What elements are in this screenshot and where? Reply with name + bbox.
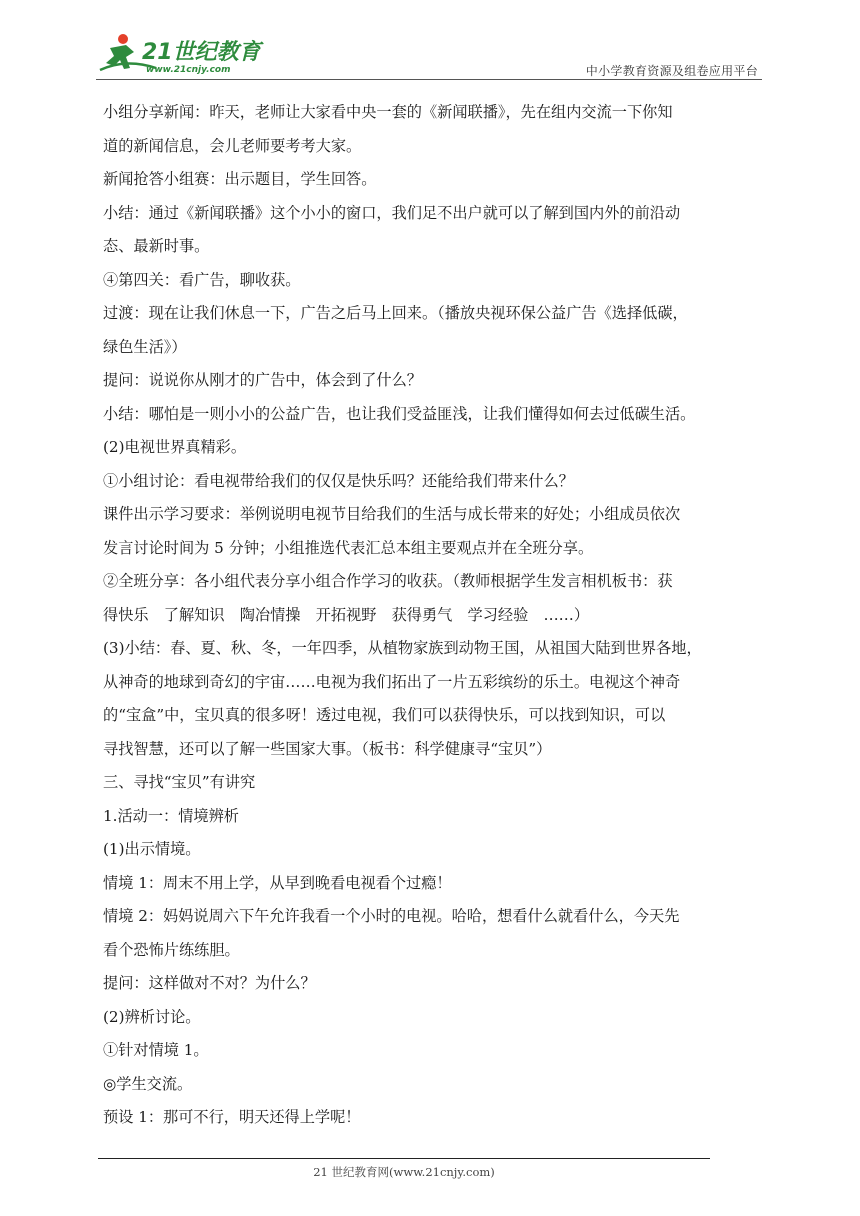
text-line: 预设 1：那可不行，明天还得上学呢！ [103,1108,361,1126]
text-line: 情境 1：周末不用上学，从早到晚看电视看个过瘾！ [103,873,452,892]
text-line: 课件出示学习要求：举例说明电视节目给我们的生活与成长带来的好处；小组成员依次 [103,505,681,523]
section-heading: 三、寻找“宝贝”有讲究 [103,773,256,791]
text-line: (1)出示情境。 [103,840,201,858]
text-line: 1.活动一：情境辨析 [103,806,239,825]
text-line: 绿色生活》） [103,337,187,356]
text-line: 的“宝盒”中，宝贝真的很多呀！透过电视，我们可以获得快乐，可以找到知识，可以 [103,706,666,724]
text-line: 发言讨论时间为 5 分钟；小组推选代表汇总本组主要观点并在全班分享。 [103,538,594,557]
text-line: 从神奇的地球到奇幻的宇宙……电视为我们拓出了一片五彩缤纷的乐土。电视这个神奇 [103,672,681,691]
header-divider [96,79,762,80]
page-footer: 21 世纪教育网(www.21cnjy.com) [313,1165,495,1179]
text-line: ①针对情境 1。 [103,1041,209,1059]
text-line: 过渡：现在让我们休息一下，广告之后马上回来。（播放央视环保公益广告《选择低碳， [103,304,688,322]
text-line: (3)小结：春、夏、秋、冬，一年四季，从植物家族到动物王国，从祖国大陆到世界各地， [103,639,702,657]
text-line: 小结：哪怕是一则小小的公益广告，也让我们受益匪浅，让我们懂得如何去过低碳生活。 [103,404,696,423]
text-line: 提问：说说你从刚才的广告中，体会到了什么？ [103,371,422,389]
text-line: ④第四关：看广告，聊收获。 [103,270,301,289]
text-line: ①小组讨论：看电视带给我们的仅仅是快乐吗？还能给我们带来什么？ [103,471,574,490]
text-line: ②全班分享：各小组代表分享小组合作学习的收获。（教师根据学生发言相机板书：获 [103,572,673,590]
text-line: 得快乐 了解知识 陶冶情操 开拓视野 获得勇气 学习经验 ……） [103,605,589,624]
document-body [103,96,763,1135]
text-line: 新闻抢答小组赛：出示题目，学生回答。 [103,170,377,188]
logo-text: 21世纪教育 [142,40,261,65]
site-logo [96,30,266,76]
text-line: 小组分享新闻：昨天，老师让大家看中央一套的《新闻联播》，先在组内交流一下你知 [103,103,673,121]
text-line: (2)辨析讨论。 [103,1007,201,1026]
page-header [96,30,762,82]
text-line: ◎学生交流。 [103,1074,193,1093]
footer-divider [98,1158,710,1159]
logo-url: www.21cnjy.com [146,65,231,75]
text-line: 态、最新时事。 [103,237,210,255]
text-line: (2)电视世界真精彩。 [103,438,247,456]
text-line: 道的新闻信息，会儿老师要考考大家。 [103,136,362,155]
text-line: 小结：通过《新闻联播》这个小小的窗口，我们足不出户就可以了解到国内外的前沿动 [103,203,681,222]
text-line: 提问：这样做对不对？为什么？ [103,974,316,992]
text-line: 寻找智慧，还可以了解一些国家大事。（板书：科学健康寻“宝贝”） [103,739,552,758]
platform-title: 中小学教育资源及组卷应用平台 [585,64,758,78]
text-line: 情境 2：妈妈说周六下午允许我看一个小时的电视。哈哈，想看什么就看什么，今天先 [103,907,680,925]
text-line: 看个恐怖片练练胆。 [103,940,240,959]
